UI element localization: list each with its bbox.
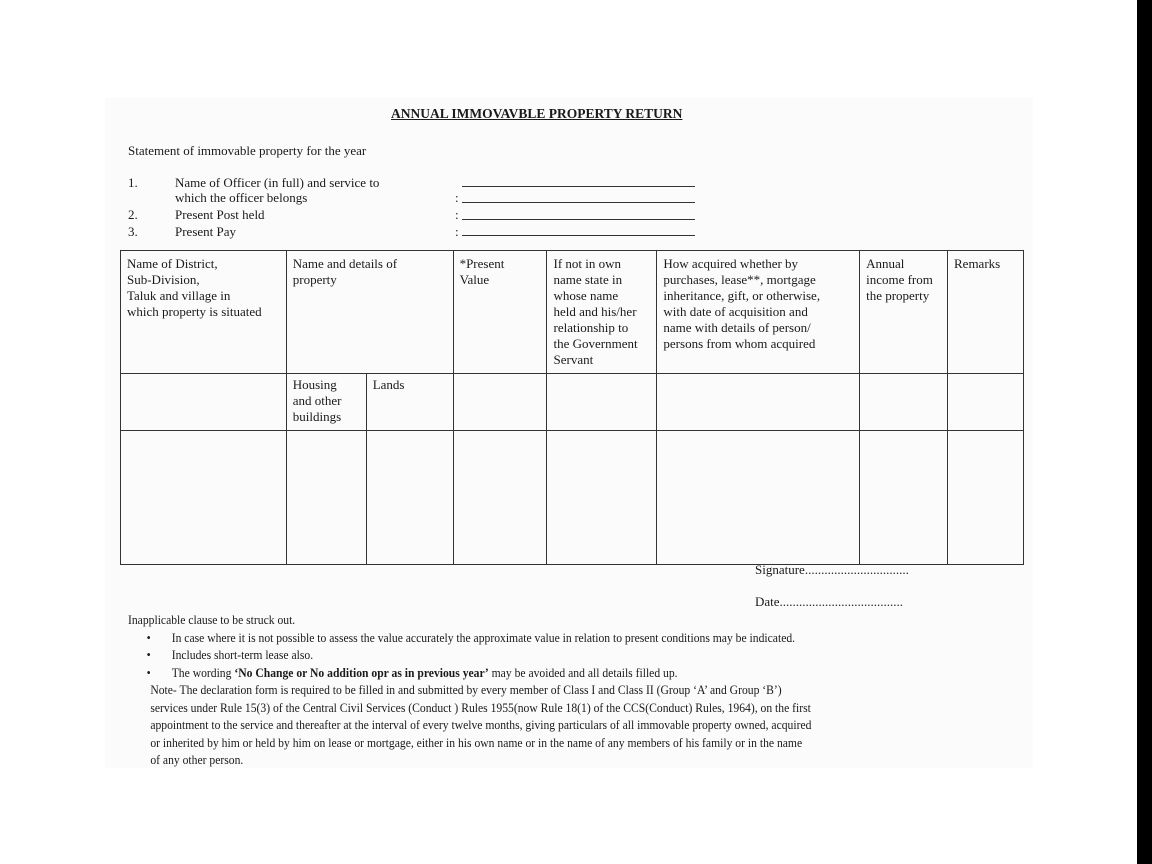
header-property-details: Name and details of property	[286, 251, 453, 374]
table-row	[121, 431, 1024, 565]
field-1-blank-a[interactable]	[462, 186, 695, 187]
note-bullet: • The wording ‘No Change or No addition opr as in previous year’ may be avoided and all details filled up.	[128, 665, 965, 683]
header-district: Name of District, Sub-Division, Taluk and village in which property is situated	[121, 251, 287, 374]
note-line: appointment to the service and thereafter at the interval of every twelve months, giving particulars of all immovable property owned, acquired	[150, 718, 812, 732]
note-line: or inherited by him or held by him on lease or mortgage, either in his own name or in the name of any members of his family or in the name	[150, 735, 803, 750]
header-how-acquired: How acquired whether by purchases, lease**, mortgage inheritance, gift, or otherwise, with date of acquisition and name with details of person/ persons from whom acquired	[657, 251, 860, 374]
header-remarks: Remarks	[948, 251, 1024, 374]
field-1-label: Name of Officer (in full) and service to	[175, 175, 380, 190]
statement-text: Statement of immovable property for the year	[128, 143, 367, 158]
field-1-label-cont: which the officer belongs	[175, 190, 308, 205]
field-3-colon: :	[455, 224, 459, 239]
field-2-label: Present Post held	[175, 207, 265, 222]
field-3-label: Present Pay	[175, 224, 237, 239]
date-line[interactable]: Date......................................	[755, 594, 904, 609]
note-bullet: • Includes short-term lease also.	[128, 647, 965, 665]
field-1-blank-b[interactable]	[462, 202, 695, 203]
cell[interactable]	[547, 374, 657, 431]
cell[interactable]	[366, 431, 453, 565]
header-present-value: *Present Value	[453, 251, 547, 374]
notes-intro: Inapplicable clause to be struck out.	[128, 613, 296, 627]
cell[interactable]	[657, 374, 860, 431]
field-3-blank[interactable]	[462, 235, 695, 236]
cell[interactable]	[547, 431, 657, 565]
subheader-housing: Housing and other buildings	[286, 374, 366, 431]
notes-section	[128, 612, 965, 770]
note-line: of any other person.	[150, 753, 244, 767]
cell[interactable]	[453, 431, 547, 565]
field-1-num: 1.	[128, 175, 138, 190]
field-2-blank[interactable]	[462, 219, 695, 220]
field-2-colon: :	[455, 207, 459, 222]
field-1-colon: :	[455, 190, 459, 205]
note-bullet: • In case where it is not possible to assess the value accurately the approximate value in relation to present conditions may be indicated.	[128, 630, 965, 648]
cell[interactable]	[286, 431, 366, 565]
cell[interactable]	[860, 374, 948, 431]
cell[interactable]	[657, 431, 860, 565]
note-line: Note- The declaration form is required to be filled in and submitted by every member of Class I and Class II (Group ‘A’ and Group ‘B’)	[150, 683, 782, 697]
subheader-lands: Lands	[366, 374, 453, 431]
table-header-row	[121, 251, 1024, 374]
cell[interactable]	[121, 374, 287, 431]
page-title: ANNUAL IMMOVAVBLE PROPERTY RETURN	[391, 106, 683, 121]
field-2-num: 2.	[128, 207, 138, 222]
field-3-num: 3.	[128, 224, 138, 239]
cell[interactable]	[948, 374, 1024, 431]
cell[interactable]	[860, 431, 948, 565]
property-table	[120, 250, 1024, 565]
black-border	[1137, 0, 1152, 864]
cell[interactable]	[453, 374, 547, 431]
signature-line[interactable]: Signature................................	[755, 562, 909, 577]
cell[interactable]	[948, 431, 1024, 565]
note-line: services under Rule 15(3) of the Central Civil Services (Conduct ) Rules 1955(now Rule 18(1) of the CCS(Conduct) Rules, 1964), on the first	[150, 700, 811, 715]
header-owner-relationship: If not in own name state in whose name held and his/her relationship to the Government Servant	[547, 251, 657, 374]
cell[interactable]	[121, 431, 287, 565]
header-annual-income: Annual income from the property	[860, 251, 948, 374]
table-subheader-row	[121, 374, 1024, 431]
